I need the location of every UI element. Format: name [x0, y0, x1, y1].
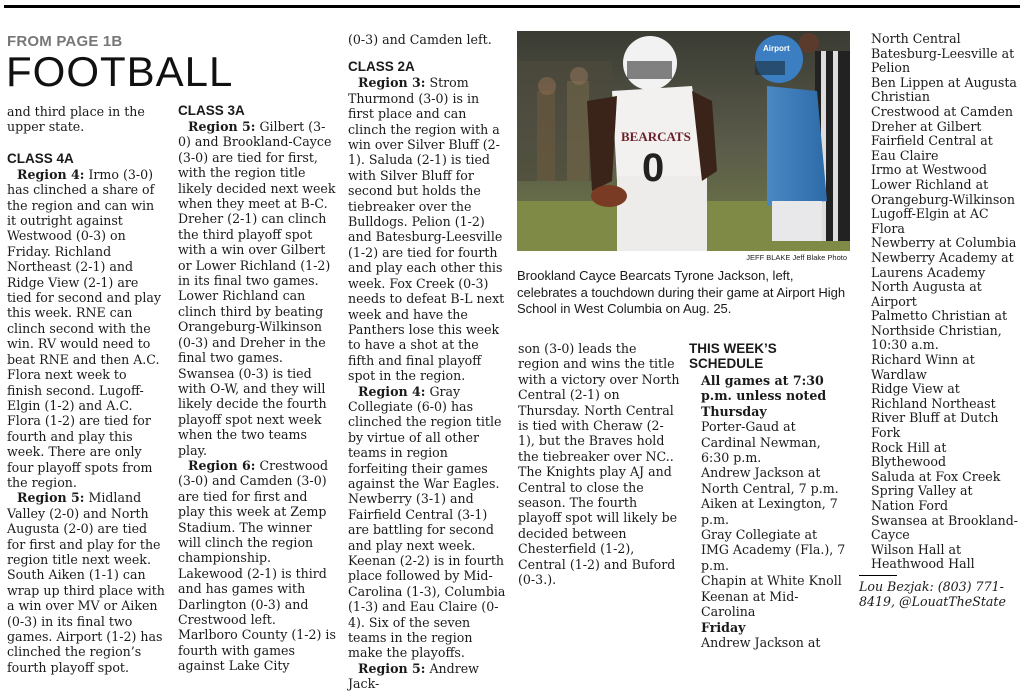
day-friday: Friday — [701, 619, 746, 635]
game-item: Wilson Hall at Heathwood Hall — [871, 541, 975, 572]
class4a-region5 — [7, 490, 165, 675]
game-item: Ridge View at Richland Northeast — [871, 381, 996, 411]
game-item: Newberry Academy at Laurens Academy — [871, 249, 1014, 280]
class3a-region6 — [178, 458, 338, 674]
game-item: Aiken at Lexington, 7 p.m. — [701, 496, 838, 527]
column-2 — [178, 103, 338, 674]
game-item: Porter-Gaud at Cardinal Newman, 6:30 p.m. — [701, 419, 821, 466]
jersey-text: BEARCATS — [621, 129, 691, 144]
day-thursday: Thursday — [701, 403, 767, 419]
top-rule — [4, 5, 1020, 8]
region-label: Region 5: — [188, 119, 256, 134]
game-item: River Bluff at Dutch Fork — [871, 410, 999, 441]
game-item: Newberry at Columbia — [871, 235, 1017, 251]
class2a-region5 — [348, 661, 506, 692]
region-label: Region 5: — [17, 490, 85, 506]
photo-caption: Brookland Cayce Bearcats Tyrone Jackson, left, celebrates a touchdown during their game at Airport High School in West Columbia on Aug. 25. — [517, 268, 846, 316]
headline: FOOTBALL — [6, 48, 234, 95]
column-4-text: son (3-0) leads the region and wins the title with a victory over North Central (2-1) on Thursday. North Central is tied with Cheraw (2-1), but the Braves hold the tiebreaker over NC.. The Knights play AJ and Central to close the season. The fourth playoff spot will likely be decided between Chesterfield (1-2), Central (1-2) and Buford (0-3.). — [518, 341, 680, 588]
football-photo — [517, 31, 850, 251]
game-item: Palmetto Christian at Northside Christian, 10:30 a.m. — [871, 308, 1008, 353]
section-kicker: FROM PAGE 1B — [7, 33, 123, 50]
schedule-title: THIS WEEK’S SCHEDULE — [689, 341, 777, 371]
region-label: Region 5: — [358, 660, 426, 676]
class-2a-heading: CLASS 2A — [348, 59, 415, 75]
region-text: Midland Valley (2-0) and North Augusta (2-0) are tied for first and play for the region title next week. South Aiken (1-1) can wrap up third place with a win over MV or Aiken (0-3) in its final two games. Airport (1-2) has clinched the region’s fourth playoff spot. — [7, 490, 165, 675]
region-text: Strom Thurmond (3-0) is in first place and can clinch the region with a win over Silver Bluff (2-1). Saluda (2-1) is tied with Silver Bluff for second but holds the tiebreaker over the Bulldogs. Pelion (1-2) and Batesburg-Leesville (1-2) are tied for fourth and play each other this week. Fox Creek (0-3) needs to defeat B-L next week and have the Panthers lose this week to have a shot at the fifth and final playoff spot in the region. — [348, 75, 505, 384]
region-text: Irmo (3-0) has clinched a share of the region and can win it outright against Westwood (0-3) on Friday. Richland Northeast (2-1) and Ridge View (2-1) are tied for second and play this week. RNE can clinch second with the win. RV would need to beat RNE and then A.C. Flora next week to finish second. Lugoff-Elgin (1-2) and A.C. Flora (1-2) are tied for fourth and play this week. There are only four playoff spots from the region. — [7, 166, 161, 490]
region-text: Andrew Jack- — [348, 660, 479, 692]
game-item: North Augusta at Airport — [871, 279, 982, 309]
game-item: Richard Winn at Wardlaw — [871, 352, 975, 382]
region-label: Region 4: — [358, 383, 426, 399]
byline-rule — [859, 575, 897, 576]
game-item: Chapin at White Knoll — [701, 573, 842, 589]
class2a-region4 — [348, 384, 506, 661]
game-item: Lugoff-Elgin at AC Flora — [871, 206, 989, 236]
game-item: Spring Valley at Nation Ford — [871, 483, 973, 513]
region-text: Crestwood (3-0) and Camden (3-0) are tied for first and play this week at Zemp Stadium. The winner will clinch the region championship. Lakewood (2-1) is third and has games with Darlington (0-3) and Crestwood left. Marlboro County (1-2) is fourth with games against Lake City — [178, 457, 336, 674]
game-item: Crestwood at Camden — [871, 103, 1013, 119]
class2a-region3 — [348, 75, 506, 383]
class-3a-heading: CLASS 3A — [178, 103, 245, 118]
class4a-region4 — [7, 167, 165, 491]
region-label: Region 4: — [17, 166, 85, 182]
region-text: Gilbert (3-0) and Brookland-Cayce (3-0) are tied for first, with the region title likely decided next week when they meet at B-C. Dreher (2-1) can clinch the third playoff spot with a win over Gilbert or Lower Richland (1-2) in its final two games. Lower Richland can clinch third by beating Orangeburg-Wilkinson (0-3) and Dreher in the final two games. Swansea (0-3) is tied with O-W, and they will likely decide the fourth playoff spot next week when the two teams play. — [178, 119, 336, 458]
game-item: Andrew Jackson at North Central, 7 p.m. — [701, 465, 839, 496]
game-item: North Central — [871, 31, 961, 46]
class3a-region5 — [178, 119, 338, 458]
game-item: Saluda at Fox Creek — [871, 468, 1001, 484]
game-item: Irmo at Westwood — [871, 162, 987, 178]
game-item: Gray Collegiate at IMG Academy (Fla.), 7 p.m. — [701, 527, 846, 573]
column-1 — [7, 104, 165, 675]
game-item: Dreher at Gilbert — [871, 118, 982, 134]
class-4a-heading: CLASS 4A — [7, 150, 74, 166]
game-item: Swansea at Brookland-Cayce — [871, 512, 1019, 543]
game-item: Batesburg-Leesville at Pelion — [871, 45, 1015, 76]
game-item: Keenan at Mid-Carolina — [701, 588, 799, 620]
region-text: Gray Collegiate (6-0) has clinched the region title by virtue of all other teams in region forfeiting their games against the War Eagles. Newberry (3-1) and Fairfield Central (3-1) are battling for second and play next week. Keenan (2-2) is in fourth place followed by Mid-Carolina (1-3), Columbia (1-3) and Eau Claire (0-4). Six of the seven teams in the region make the playoffs. — [348, 383, 506, 661]
lead-text: (0-3) and Camden left. — [348, 32, 492, 47]
photo-credit: JEFF BLAKE Jeff Blake Photo — [746, 253, 847, 262]
jersey-number: 0 — [642, 146, 665, 190]
region-label: Region 6: — [188, 457, 256, 473]
column-3 — [348, 32, 506, 692]
photo-illustration — [517, 31, 850, 251]
game-item: Rock Hill at Blythewood — [871, 439, 947, 470]
region-label: Region 3: — [358, 75, 426, 91]
game-item: Andrew Jackson at — [701, 634, 821, 650]
game-item: Lower Richland at Orangeburg-Wilkinson — [871, 176, 1016, 207]
column-4 — [518, 341, 680, 601]
intro-text: and third place in the upper state. — [7, 104, 145, 135]
opponent-helmet-text: Airport — [763, 44, 790, 53]
game-item: Ben Lippen at Augusta Christian — [871, 74, 1017, 105]
column-6 — [859, 31, 1019, 609]
schedule-note: All games at 7:30 p.m. unless noted — [701, 373, 827, 404]
schedule-column — [689, 341, 849, 650]
byline: Lou Bezjak: (803) 771-8419, @LouatTheState — [859, 578, 1006, 609]
game-item: Fairfield Central at Eau Claire — [871, 133, 993, 163]
